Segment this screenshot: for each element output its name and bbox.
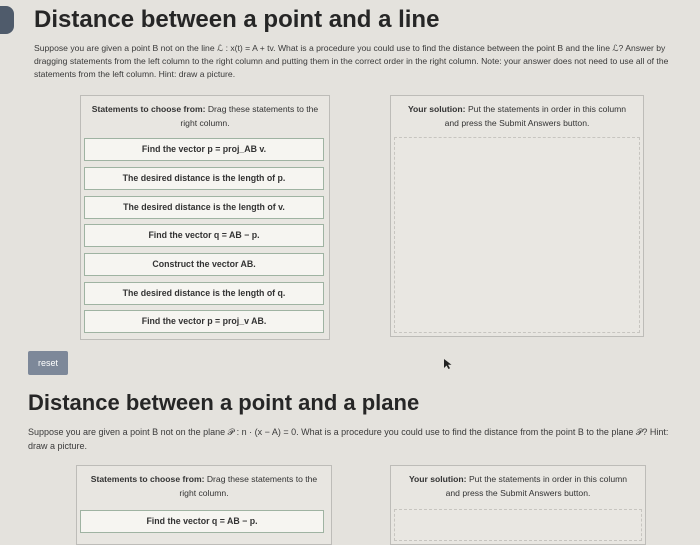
section2-drop-zone[interactable] [394, 509, 642, 541]
section2-bank-heading-bold: Statements to choose from: [90, 474, 205, 484]
section1-bank-heading-rest: Drag these statements to the right column. [180, 104, 319, 128]
section2-prompt: Suppose you are given a point B not on the plane 𝒫 : n · (x − A) = 0. What is a procedure you could use to find the distance from the point B to the plane 𝒫? Hint: draw a picture. [28, 427, 669, 451]
statement-item[interactable]: Find the vector q = AB − p. [84, 224, 324, 247]
section2-solution-heading-rest: Put the statements in order in this column and press the Submit Answers button. [445, 474, 628, 498]
reset-button[interactable]: reset [28, 351, 68, 375]
page-edge-decoration [0, 6, 14, 34]
statement-item[interactable]: The desired distance is the length of q. [84, 282, 324, 305]
statement-item[interactable]: Find the vector p = proj_v AB. [84, 310, 324, 333]
section2-statement-bank [76, 465, 332, 545]
section1-title: Distance between a point and a line [34, 6, 440, 33]
statement-item[interactable]: Find the vector p = proj_AB v. [84, 138, 324, 161]
statement-item[interactable]: Find the vector q = AB − p. [80, 510, 324, 533]
statement-item[interactable]: The desired distance is the length of v. [84, 196, 324, 219]
section1-solution-heading-rest: Put the statements in order in this column and press the Submit Answers button. [444, 104, 627, 128]
section2-bank-heading-rest: Drag these statements to the right column. [179, 474, 318, 498]
mouse-cursor-icon [443, 358, 453, 370]
statement-item[interactable]: Construct the vector AB. [84, 253, 324, 276]
section1-bank-heading-bold: Statements to choose from: [91, 104, 206, 114]
section1-drop-zone[interactable] [394, 137, 640, 333]
section1-solution-heading-bold: Your solution: [407, 104, 466, 114]
section1-solution-heading [391, 96, 643, 130]
section1-statement-bank-heading [81, 96, 329, 130]
section2-solution-heading [391, 466, 645, 500]
section2-title: Distance between a point and a plane [28, 390, 420, 415]
section2-statement-bank-heading [77, 466, 331, 500]
statement-item[interactable]: The desired distance is the length of p. [84, 167, 324, 190]
section2-solution-heading-bold: Your solution: [408, 474, 467, 484]
section1-prompt: Suppose you are given a point B not on the line ℒ : x(t) = A + tv. What is a procedure you could use to find the distance between the point B and the line ℒ? Answer by dragging statements from the left column to the right column and putting them in the correct order in the right column. Note: your answer does not need to use all of the statements from the left column. Hint: draw a picture. [34, 43, 669, 79]
